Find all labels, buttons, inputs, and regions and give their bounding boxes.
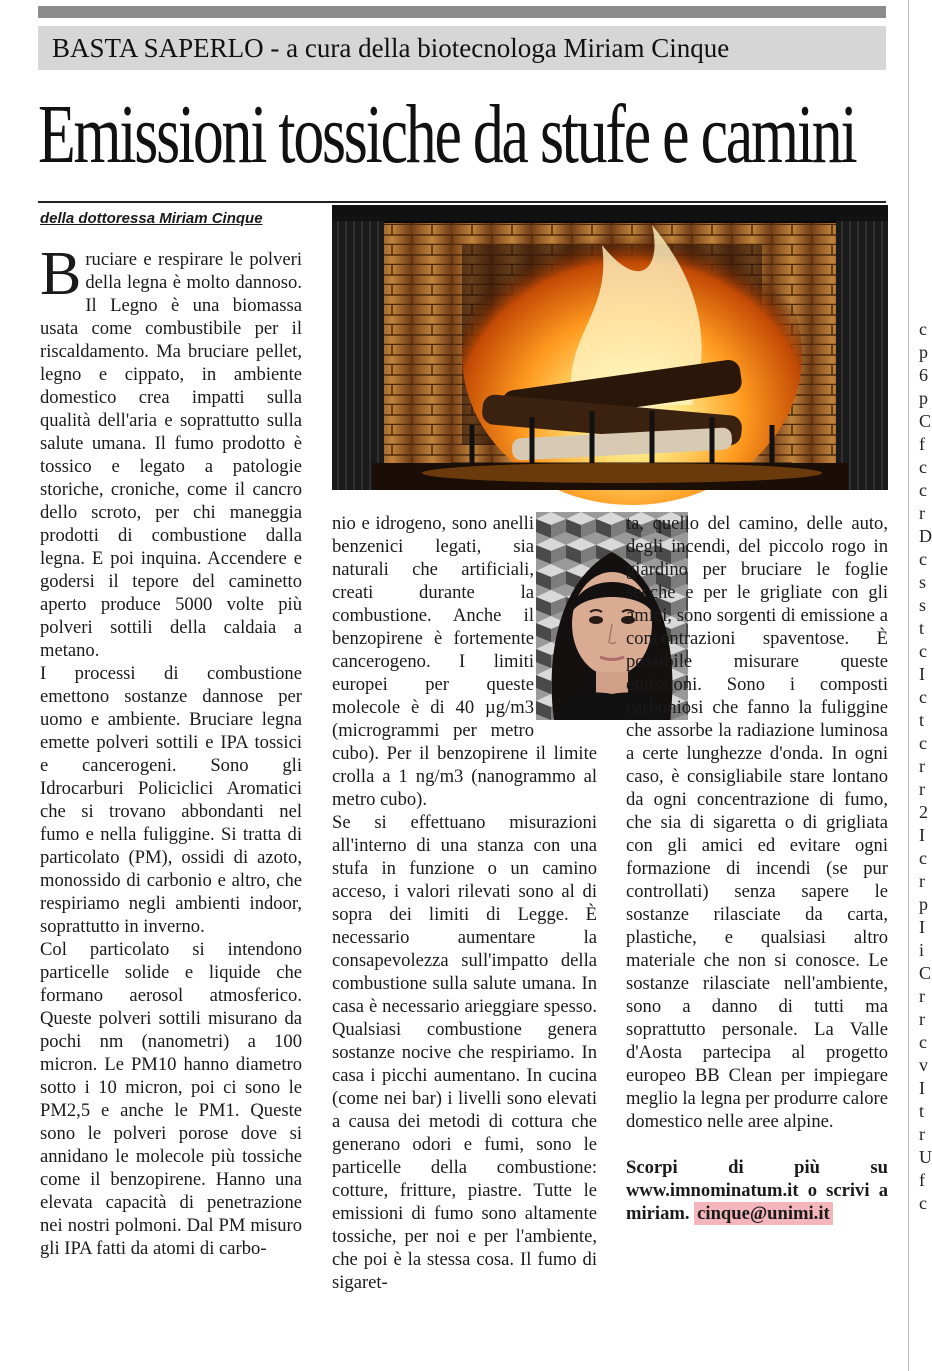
top-gray-bar [38,6,886,18]
edge-letter: r [919,1124,925,1144]
edge-letter: r [919,503,925,523]
section-header: BASTA SAPERLO - a cura della biotecnologa Miriam Cinque [38,26,886,70]
fireplace-photo [332,205,888,490]
headline: Emissioni tossiche da stufe e camini [38,88,856,181]
edge-letter: c [919,687,927,707]
edge-letters [905,200,932,1215]
article-column-1 [40,240,302,1366]
edge-letter: v [919,1055,928,1075]
edge-letter: r [919,779,925,799]
edge-letter: r [919,871,925,891]
edge-letter: f [919,434,925,454]
edge-letter: p [919,894,928,914]
edge-letter: s [919,595,927,615]
edge-letter: I [919,825,925,845]
headline-rule [38,201,886,203]
col1-paragraph-3: Col particolato si intendono particelle solide e liquide che formano aerosol atmosferico. Queste polveri sottili misurano da pochi nm (nanometri) a 100 micron. Le PM10 hanno diametro sotto i 10 micron, poi ci sono le PM2,5 e anche le PM1. Queste sono le polveri porose dove si annidano le molecole più tossiche come il benzopirene. Hanno una elevata capacità di penetrazione nei nostri polmoni. Dal PM misuro gli IPA fatti da atomi di carbo- [40,939,302,1259]
edge-letter: c [919,848,927,868]
edge-letter: I [919,917,925,937]
fireplace-illustration [332,205,888,490]
col3-paragraph-1: ta, quello del camino, delle auto, degli incendi, del piccolo rogo in giardino per bruciare le foglie secche e per le grigliate con gli amici, sono sorgenti di emissione a concentrazioni spaventose. È possibile misurare queste emissioni. Sono i composti carboniosi che fanno la fuliggine che assorbe la radiazione luminosa a certe lunghezze d'onda. In ogni caso, è consigliabile stare lontano da ogni concentrazione di fumo, che sia di sigaretta o di grigliata con gli amici ed evitare ogni formazione di incendi (se pur controllati) senza sapere le sostanze rilasciate da carta, plastiche, e qualsiasi altro materiale che non si conosce. Le sostanze rilasciate nell'ambiente, sono a danno di tutti ma soprattutto personale. La Valle d'Aosta partecipa al progetto europeo BB Clean per impiegare meglio la legna per produrre calore domestico nelle aree alpine. [626,513,888,1132]
edge-letter: t [919,618,925,638]
col1-paragraph-1: ruciare e respirare le polveri della legna è molto dannoso. Il Legno è una biomassa usata come combustibile per il riscaldamento. Ma bruciare pellet, legno e cippato, in ambiente domestico crea impatti sulla qualità dell'aria e soprattutto sulla salute umana. Il fumo prodotto è tossico e legato a patologie storiche, croniche, come il cancro dello scroto, per chi maneggia prodotti di combustione dalla legna. E poi inquina. Accendere e godersi il tepore del caminetto aperto produce 5000 volte più polveri sottili della caldaia a metano. [40,249,302,661]
col2-paragraph-1: nio e idrogeno, sono anelli benzenici legati, sia naturali che artificiali, creati durante la combustione. Anche il benzopirene è fortemente cancerogeno. I limiti europei per queste molecole è di 40 µg/m3 (microgrammi per metro cubo). Per il benzopirene il limite crolla a 1 ng/m3 (nanogrammo al metro cubo). [332,513,597,810]
edge-letter: t [919,1101,925,1121]
edge-letter: 2 [919,802,928,822]
edge-letter: t [919,710,925,730]
edge-letter: 6 [919,365,928,385]
contact-note [626,1156,888,1225]
edge-letter: c [919,1193,927,1213]
edge-letter: p [919,342,928,362]
edge-letter: I [919,664,925,684]
dropcap: B [40,240,82,308]
edge-letter: c [919,641,927,661]
edge-letter: p [919,388,928,408]
edge-letter: c [919,480,927,500]
edge-letter: c [919,457,927,477]
col2-paragraph-2: Se si effettuano misurazioni all'interno di una stanza con una stufa in funzione o un camino acceso, i valori rilevati sono al di sopra dei limiti di Legge. È necessario aumentare la consapevolezza sull'impatto della combustione sulla salute umana. In casa è necessario arieggiare spesso. Qualsiasi combustione genera sostanze nocive che respiriamo. In casa i picchi aumentano. In cucina (come nei bar) i livelli sono elevati a causa dei metodi di cottura che generano odori e fumi, sono le particelle della combustione: cotture, fritture, piastre. Tutte le emissioni di fumo sono altamente tossiche, per noi e per l'ambiente, che poi è la stessa cosa. Il fumo di sigaret- [332,812,597,1293]
edge-letter: c [919,1032,927,1052]
edge-letter: C [919,963,932,983]
edge-letter: s [919,572,927,592]
edge-letter: i [919,940,925,960]
edge-letter: c [919,549,927,569]
edge-letter: C [919,411,932,431]
edge-letter: c [919,319,927,339]
edge-letter: U [919,1147,932,1167]
contact-text: Scorpi di più su www.imnominatum.it o scrivi a miriam. [626,1157,888,1224]
edge-letter: f [919,1170,925,1190]
article-column-3 [626,512,888,1370]
edge-letter: D [919,526,932,546]
edge-letter: r [919,756,925,776]
contact-email[interactable]: cinque@unimi.it [694,1202,833,1225]
col1-paragraph-2: I processi di combustione emettono sostanze dannose per uomo e ambiente. Bruciare legna emette polveri sottili e IPA tossici e cancerogeni. Sono gli Idrocarburi Policiclici Aromatici che si trovano abbondanti nel fumo e nella fuliggine. Si tratta di particolato (PM), ossidi di azoto, monossido di carbonio e altro, che respiriamo negli ambienti indoor, soprattutto in inverno. [40,663,302,937]
edge-letter: c [919,733,927,753]
edge-letter: I [919,1078,925,1098]
adjacent-article-edge [905,200,932,1371]
edge-letter: r [919,1009,925,1029]
byline: della dottoressa Miriam Cinque [40,210,263,227]
edge-letter: r [919,986,925,1006]
